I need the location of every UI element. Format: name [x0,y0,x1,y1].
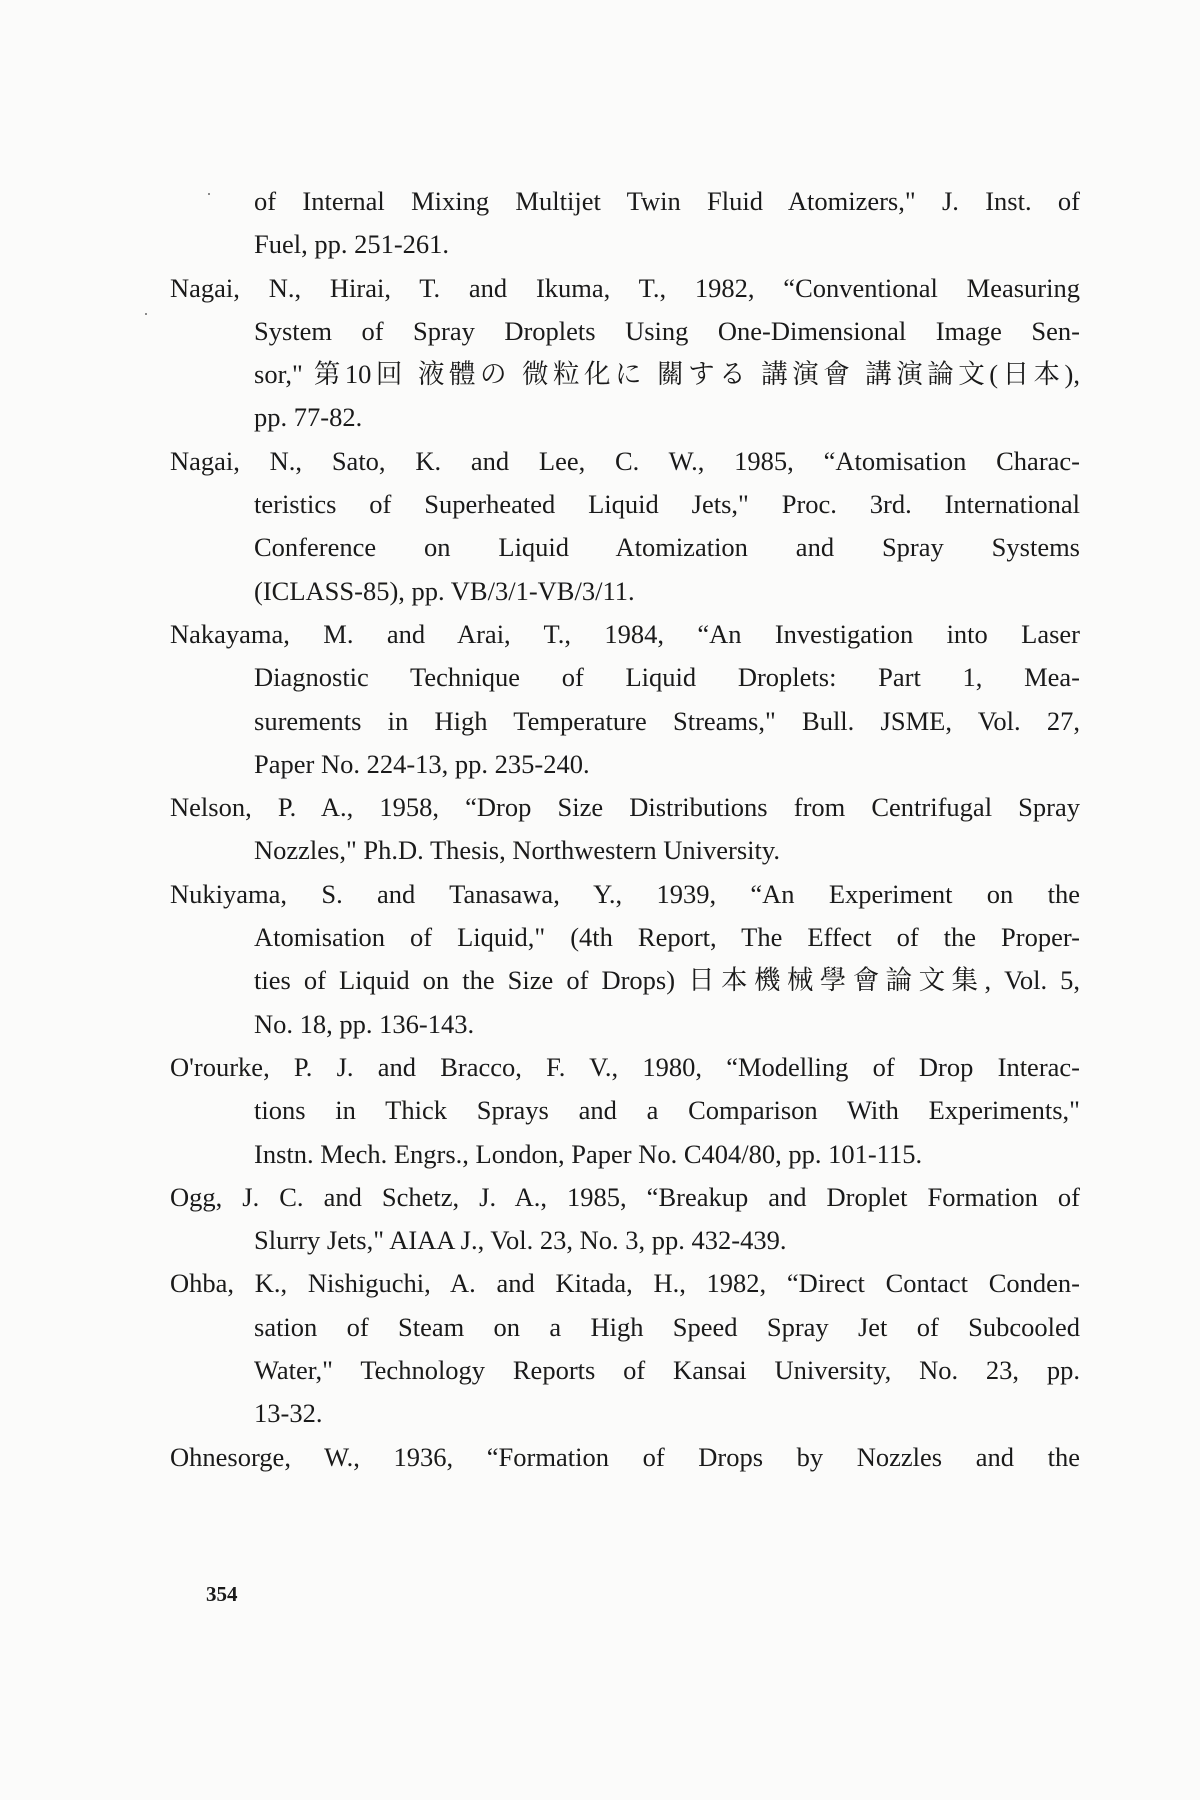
scan-speck [145,313,147,315]
reference-line: sation of Steam on a High Speed Spray Jet of Subcooled [254,1311,1080,1342]
reference-entry [170,1436,1080,1479]
reference-list [170,180,1080,1479]
reference-line: Atomisation of Liquid," (4th Report, The Effect of the Proper- [254,922,1080,953]
reference-entry [170,786,1080,873]
reference-line: Nukiyama, S. and Tanasawa, Y., 1939, “An Experiment on the [170,878,1080,909]
reference-line: Instn. Mech. Engrs., London, Paper No. C404/80, pp. 101-115. [254,1138,923,1169]
reference-line: ties of Liquid on the Size of Drops) 日本機械學會論文集, Vol. 5, [254,965,1080,996]
reference-entry [170,1046,1080,1176]
reference-line: sor," 第10回 液體の 微粒化に 關する 講演會 講演論文(日本), [254,359,1080,390]
reference-line: Water," Technology Reports of Kansai University, No. 23, pp. [254,1355,1080,1386]
reference-entry [170,1176,1080,1263]
reference-line: Ogg, J. C. and Schetz, J. A., 1985, “Breakup and Droplet Formation of [170,1181,1080,1212]
reference-line: Nakayama, M. and Arai, T., 1984, “An Investigation into Laser [170,618,1080,649]
reference-line: Ohnesorge, W., 1936, “Formation of Drops by Nozzles and the [170,1441,1080,1472]
reference-line: Fuel, pp. 251-261. [254,229,450,260]
reference-entry [170,267,1080,440]
reference-line: pp. 77-82. [254,402,363,433]
reference-line: tions in Thick Sprays and a Comparison With Experiments," [254,1095,1080,1126]
reference-line: 13-32. [254,1398,323,1429]
reference-line: Diagnostic Technique of Liquid Droplets: Part 1, Mea- [254,662,1080,693]
reference-line: Conference on Liquid Atomization and Spray Systems [254,532,1080,563]
reference-line: surements in High Temperature Streams," Bull. JSME, Vol. 27, [254,705,1080,736]
reference-line: System of Spray Droplets Using One-Dimensional Image Sen- [254,315,1080,346]
reference-line: Paper No. 224-13, pp. 235-240. [254,748,590,779]
reference-line: Nagai, N., Sato, K. and Lee, C. W., 1985, “Atomisation Charac- [170,445,1080,476]
reference-entry [170,440,1080,613]
reference-line: Nozzles," Ph.D. Thesis, Northwestern University. [254,835,781,866]
page-number: 354 [206,1582,238,1606]
reference-line: Slurry Jets," AIAA J., Vol. 23, No. 3, pp. 432-439. [254,1225,787,1256]
reference-line: of Internal Mixing Multijet Twin Fluid Atomizers," J. Inst. of [254,186,1080,216]
reference-line: O'rourke, P. J. and Bracco, F. V., 1980, “Modelling of Drop Interac- [170,1051,1080,1082]
reference-line: teristics of Superheated Liquid Jets," Proc. 3rd. International [254,489,1080,520]
reference-line: Ohba, K., Nishiguchi, A. and Kitada, H., 1982, “Direct Contact Conden- [170,1268,1080,1299]
reference-line: (ICLASS-85), pp. VB/3/1-VB/3/11. [254,575,635,606]
reference-entry [170,180,1080,267]
reference-entry [170,1262,1080,1435]
reference-entry [170,873,1080,1046]
reference-line: No. 18, pp. 136-143. [254,1008,475,1039]
reference-entry [170,613,1080,786]
reference-line: Nelson, P. A., 1958, “Drop Size Distributions from Centrifugal Spray [170,792,1080,823]
reference-line: Nagai, N., Hirai, T. and Ikuma, T., 1982, “Conventional Measuring [170,272,1080,303]
